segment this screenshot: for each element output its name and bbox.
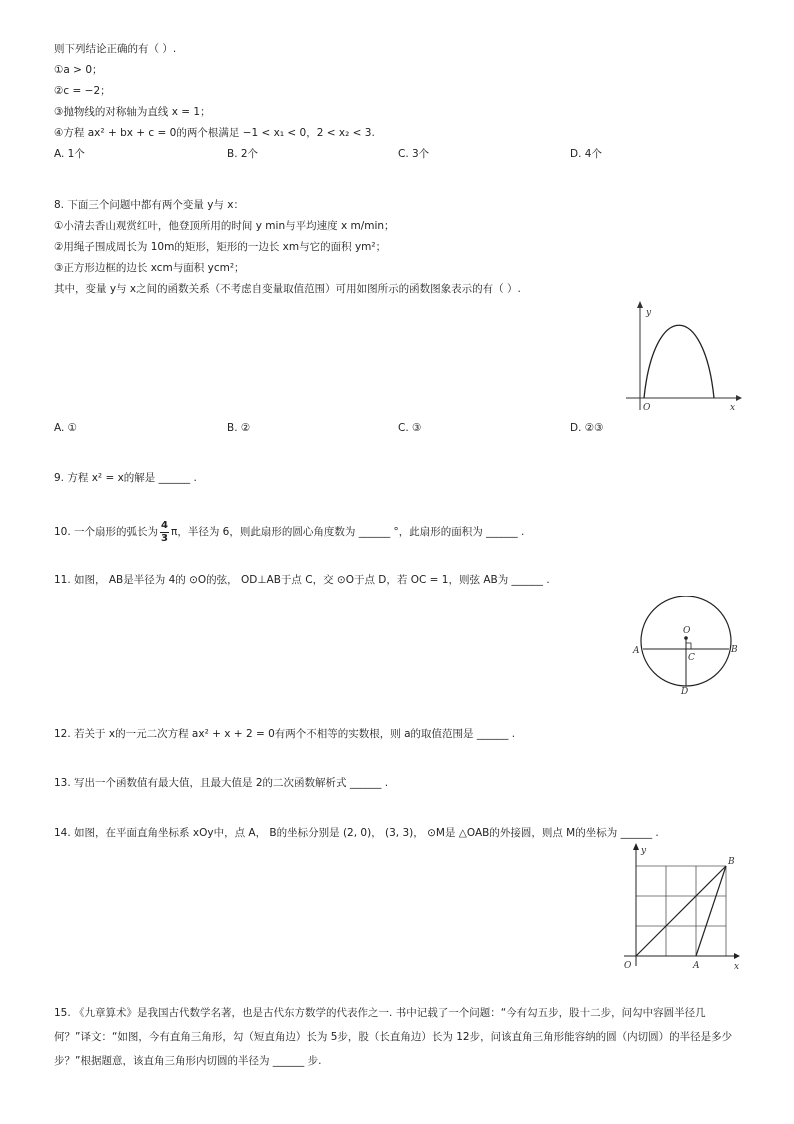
q7-statement-3: ③抛物线的对称轴为直线 x = 1；: [54, 106, 211, 118]
q14-y-arrow-icon: [633, 843, 639, 850]
q8-origin-label: O: [643, 403, 651, 413]
q13-text: 13. 写出一个函数值有最大值，且最大值是 2的二次函数解析式 ______ .: [54, 777, 389, 789]
q7-option-a[interactable]: A. 1个: [54, 148, 85, 160]
q15-line-3: 步？”根据题意，该直角三角形内切圆的半径为 ______ 步.: [54, 1055, 322, 1067]
q7-intro: 则下列结论正确的有（ ）.: [54, 43, 177, 55]
q11-center-dot: [684, 636, 688, 640]
q11-label-a: A: [633, 646, 640, 656]
q8-statement-3: ③正方形边框的边长 xcm与面积 ycm²；: [54, 262, 245, 274]
q8-parabola-curve: [644, 325, 714, 398]
q10-frac-den: 3: [161, 532, 169, 544]
q8-statement-2: ②用绳子围成周长为 10m的矩形，矩形的一边长 xm与它的面积 ym²；: [54, 241, 387, 253]
q11-label-o: O: [683, 626, 691, 636]
q14-x-label: x: [734, 962, 740, 972]
q8-y-arrow-icon: [637, 301, 643, 308]
q14-y-label: y: [641, 846, 647, 856]
q8-option-d[interactable]: D. ②③: [570, 422, 604, 434]
q11-label-b: B: [731, 645, 738, 655]
q8-option-a[interactable]: A. ①: [54, 422, 78, 434]
q8-option-c[interactable]: C. ③: [398, 422, 422, 434]
q8-statement-1: ①小清去香山观赏红叶，他登顶所用的时间 y min与平均速度 x m/min；: [54, 220, 395, 232]
q12-text: 12. 若关于 x的一元二次方程 ax² + x + 2 = 0有两个不相等的实数根，则 a的取值范围是 ______ .: [54, 728, 516, 740]
q14-segment-ab: [696, 866, 726, 956]
q8-option-b[interactable]: B. ②: [227, 422, 251, 434]
q11-right-angle-mark: [686, 643, 691, 649]
q14-x-arrow-icon: [734, 953, 740, 959]
q7-statement-1: ①a > 0；: [54, 64, 103, 76]
q15-line-2: 何？”译文：“如图，今有直角三角形，勾（短直角边）长为 5步，股（长直角边）长为 12步，问该直角三角形能容纳的圆（内切圆）的半径是多少: [54, 1031, 733, 1043]
q11-text: 11. 如图， AB是半径为 4的 ⊙O的弦， OD⊥AB于点 C，交 ⊙O于点 D，若 OC = 1，则弦 AB为 ______ .: [54, 574, 550, 586]
q14-label-b: B: [728, 857, 735, 867]
q14-text: 14. 如图，在平面直角坐标系 xOy中，点 A， B的坐标分别是 (2, 0)， (3, 3)， ⊙M是 △OAB的外接圆，则点 M的坐标为 ______ .: [54, 827, 659, 839]
q7-statement-4: ④方程 ax² + bx + c = 0的两个根满足 −1 < x₁ < 0，2 < x₂ < 3.: [54, 127, 375, 139]
q8-parabola-graph: [622, 298, 744, 418]
q10-pre: 10. 一个扇形的弧长为: [54, 526, 159, 538]
q8-title: 8. 下面三个问题中都有两个变量 y与 x：: [54, 199, 244, 211]
q11-label-d: D: [681, 687, 689, 696]
q11-label-c: C: [688, 653, 695, 663]
q8-x-label: x: [730, 403, 736, 413]
q10-fraction: [160, 520, 169, 545]
q7-option-b[interactable]: B. 2个: [227, 148, 259, 160]
q10-post: π，半径为 6，则此扇形的圆心角度数为 ______ °，此扇形的面积为 ______ .: [171, 526, 525, 538]
q10-line: [54, 514, 524, 550]
q10-frac-num: 4: [161, 519, 169, 531]
q7-statement-2: ②c = −2；: [54, 85, 111, 97]
q8-x-arrow-icon: [736, 395, 742, 401]
q14-coordinate-figure: [618, 840, 744, 974]
q8-y-label: y: [646, 308, 652, 318]
q14-segment-ob: [636, 866, 726, 956]
q9-text: 9. 方程 x² = x的解是 ______ .: [54, 472, 197, 484]
q14-label-a: A: [693, 961, 700, 971]
q7-option-c[interactable]: C. 3个: [398, 148, 430, 160]
q8-statement-4: 其中，变量 y与 x之间的函数关系（不考虑自变量取值范围）可用如图所示的函数图象表示的有（ ）.: [54, 283, 521, 295]
q15-line-1: 15. 《九章算术》是我国古代数学名著，也是古代东方数学的代表作之一. 书中记载了一个问题：“今有勾五步，股十二步，问勾中容圆半径几: [54, 1007, 706, 1019]
q11-circle-figure: [626, 596, 746, 696]
q14-origin-label: O: [624, 961, 632, 971]
q7-option-d[interactable]: D. 4个: [570, 148, 602, 160]
